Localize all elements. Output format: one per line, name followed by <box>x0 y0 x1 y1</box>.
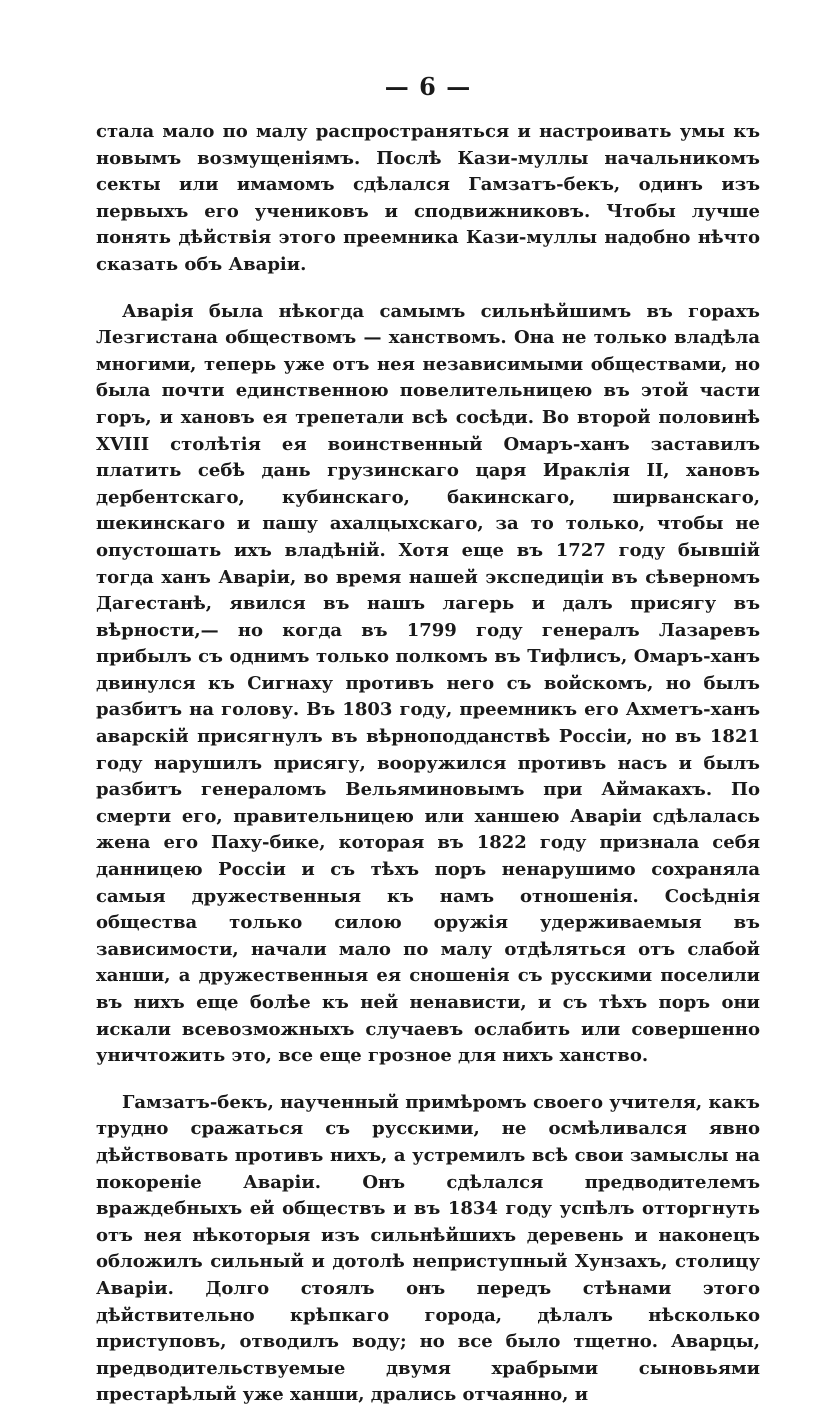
page-number: — 6 — <box>384 72 472 101</box>
paragraph-continuation: стала мало по малу распространяться и настроивать умы къ новымъ возмущеніямъ. Послѣ Кази-муллы начальникомъ секты или имамомъ сдѣлался Гамзатъ-бекъ, одинъ изъ первыхъ его учениковъ и сподвижниковъ. Чтобы лучше понять дѣйствія этого преемника Кази-муллы надобно нѣчто сказать объ Аваріи. <box>96 121 760 275</box>
paragraph-gamzat-bek: Гамзатъ-бекъ, наученный примѣромъ своего учителя, какъ трудно сражаться съ русскими, не осмѣливался явно дѣйствовать противъ нихъ, а устремилъ всѣ свои замыслы на покореніе Аваріи. Онъ сдѣлался предводителемъ враждебныхъ ей обществъ и въ 1834 году успѣлъ отторгнуть отъ нея нѣкоторыя изъ сильнѣйшихъ деревень и наконецъ обложилъ сильный и дотолѣ неприступный Хунзахъ, столицу Аваріи. Долго стоялъ онъ передъ стѣнами этого дѣйствительно крѣпкаго города, дѣлалъ нѣсколько приступовъ, отводилъ воду; но все было тщетно. Аварцы, предводительствуемые двумя храбрыми сыновьями престарѣлый уже ханши, дрались отчаянно, и <box>96 1091 760 1406</box>
paragraph-avaria: Аварія была нѣкогда самымъ сильнѣйшимъ въ горахъ Лезгистана обществомъ — ханствомъ. Она не только владѣла многими, теперь уже отъ нея независимыми обществами, но была почти единственною повелительницею въ этой части горъ, и хановъ ея трепетали всѣ сосѣди. Во второй половинѣ XVIII столѣтія ея воинственный Омаръ-ханъ заставилъ платить себѣ дань грузинскаго царя Ираклія II, хановъ дербентскаго, кубинскаго, бакинскаго, ширванскаго, шекинскаго и пашу ахалцыхскаго, за то только, чтобы не опустошать ихъ владѣній. Хотя еще въ 1727 году бывшій тогда ханъ Аваріи, во время нашей экспедиціи въ сѣверномъ Дагестанѣ, явился въ нашъ лагерь и далъ присягу въ вѣрности,— но когда въ 1799 году генералъ Лазаревъ прибылъ съ однимъ только полкомъ въ Тифлисъ, Омаръ-ханъ двинулся къ Сигнаху противъ него съ войскомъ, но былъ разбитъ на голову. Въ 1803 году, преемникъ его Ахметъ-ханъ аварскій присягнулъ въ вѣрноподданствѣ Россіи, но въ 1821 году нарушилъ присягу, вооружился противъ насъ и былъ разбитъ генераломъ Вельяминовымъ при Аймакахъ. По смерти его, правительницею или ханшею Аваріи сдѣлалась жена его Паху-бике, которая въ 1822 году признала себя данницею Россіи и съ тѣхъ поръ ненарушимо сохраняла самыя дружественныя къ намъ отношенія. Сосѣднія общества только силою оружія удерживаемыя въ зависимости, начали мало по малу отдѣляться отъ слабой ханши, а дружественныя ея сношенія съ русскими поселили въ нихъ еще болѣе къ ней ненависти, и съ тѣхъ поръ они искали всевозможныхъ случаевъ ослабить или совершенно уничтожить это, все еще грозное для нихъ ханство. <box>96 300 760 1067</box>
